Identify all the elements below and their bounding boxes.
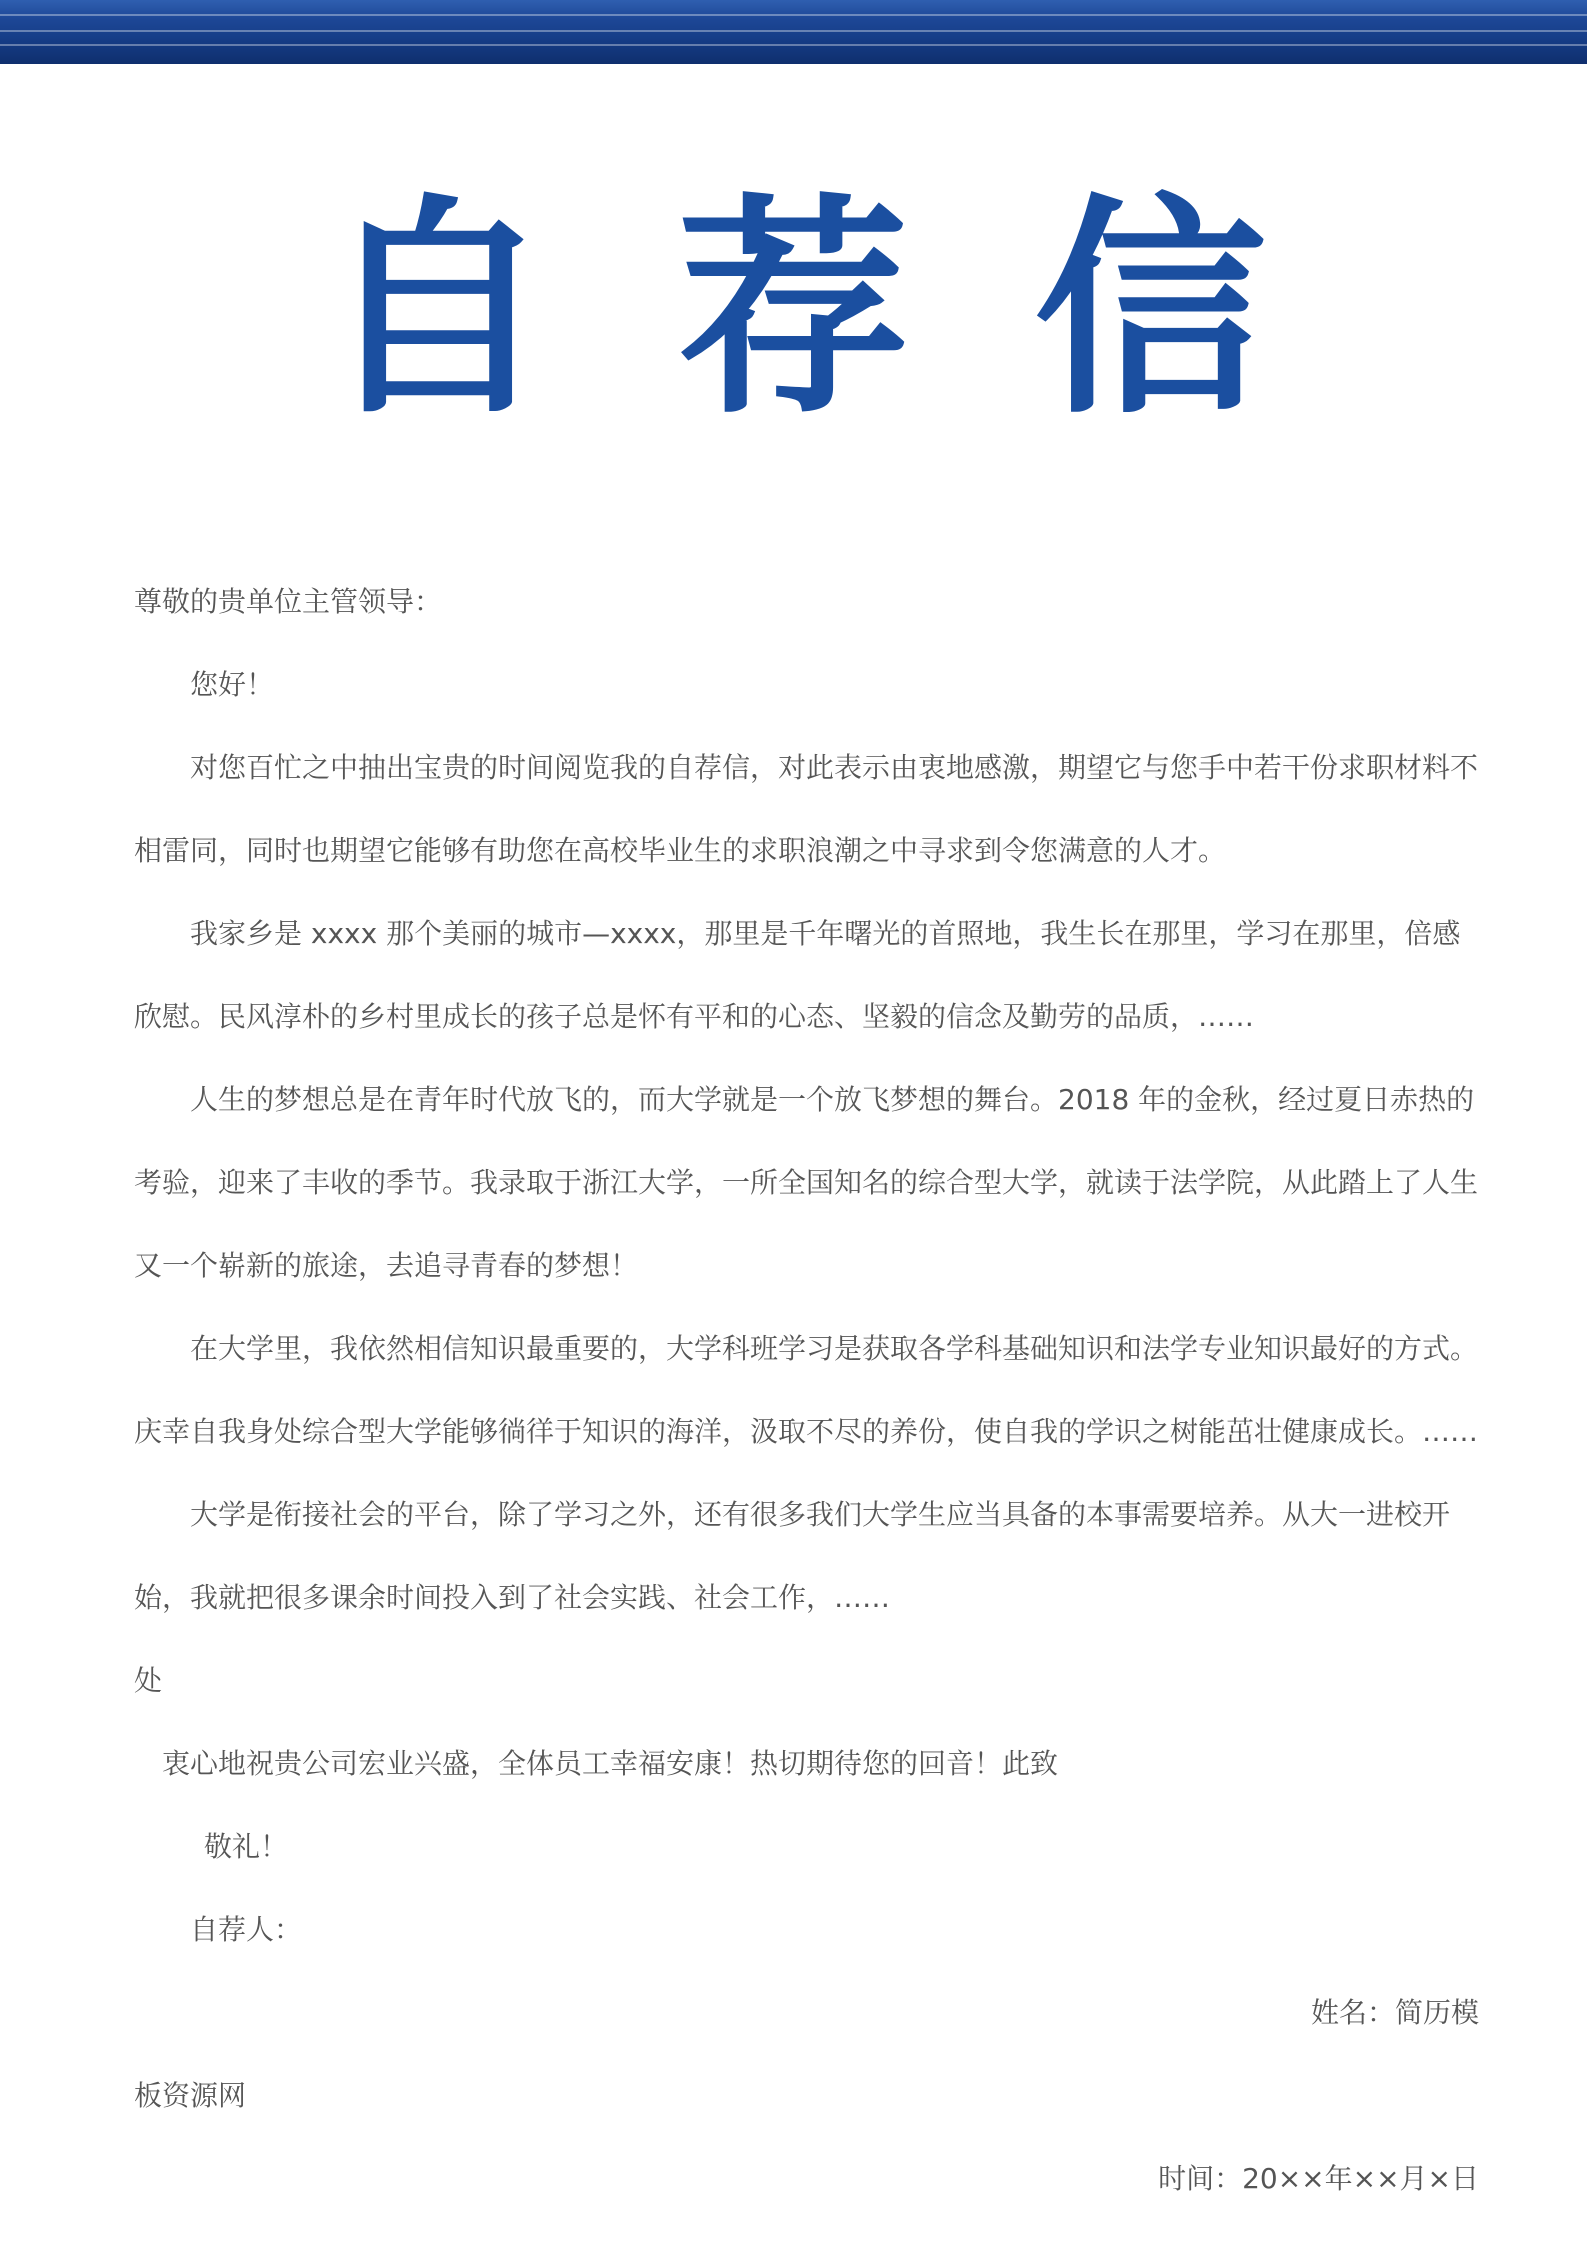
paragraph: 人生的梦想总是在青年时代放飞的，而大学就是一个放飞梦想的舞台。2018 年的金秋，经过夏日赤热的考验，迎来了丰收的季节。我录取于浙江大学，一所全国知名的综合型大学，就读于法学院，从此踏上了人生又一个崭新的旅途，去追寻青春的梦想！ xyxy=(134,1083,1479,1282)
header-stripe xyxy=(0,30,1587,32)
header-band xyxy=(0,0,1587,64)
header-stripe xyxy=(0,44,1587,46)
signer-label: 自荐人： xyxy=(190,1913,303,1946)
paragraph: 我家乡是 xxxx 那个美丽的城市—xxxx，那里是千年曙光的首照地，我生长在那里，学习在那里，倍感欣慰。民风淳朴的乡村里成长的孩子总是怀有平和的心态、坚毅的信念及勤劳的品质，…… xyxy=(134,917,1461,1033)
paragraph: 在大学里，我依然相信知识最重要的，大学科班学习是获取各学科基础知识和法学专业知识最好的方式。庆幸自我身处综合型大学能够徜徉于知识的海洋，汲取不尽的养份，使自我的学识之树能茁壮健康成长。…… xyxy=(134,1332,1479,1448)
paragraph: 对您百忙之中抽出宝贵的时间阅览我的自荐信，对此表示由衷地感激，期望它与您手中若干份求职材料不相雷同，同时也期望它能够有助您在高校毕业生的求职浪潮之中寻求到令您满意的人才。 xyxy=(134,751,1479,867)
regards-line: 敬礼！ xyxy=(204,1830,289,1863)
salutation: 尊敬的贵单位主管领导： xyxy=(134,585,443,618)
fragment-line: 处 xyxy=(134,1664,163,1697)
page-title: 自荐信 xyxy=(320,175,1392,445)
paragraph: 大学是衔接社会的平台，除了学习之外，还有很多我们大学生应当具备的本事需要培养。从大一进校开始，我就把很多课余时间投入到了社会实践、社会工作，…… xyxy=(134,1498,1451,1614)
closing-line: 衷心地祝贵公司宏业兴盛，全体员工幸福安康！热切期待您的回音！此致 xyxy=(162,1747,1059,1780)
name-line: 姓名：简历模 xyxy=(1310,1996,1479,2029)
date-line: 时间：20××年××月×日 xyxy=(1158,2162,1479,2195)
name-continued: 板资源网 xyxy=(134,2079,247,2112)
greeting: 您好！ xyxy=(190,668,275,701)
header-stripe xyxy=(0,14,1587,16)
letter-body xyxy=(134,560,1479,2220)
